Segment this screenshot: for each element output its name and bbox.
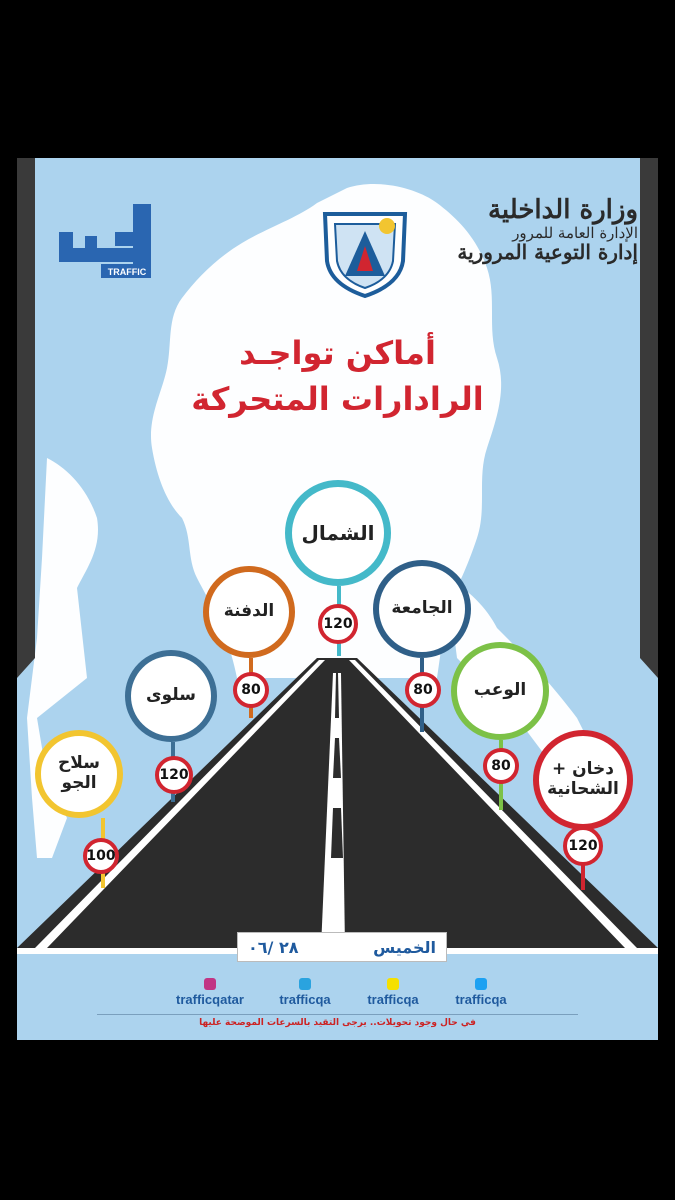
divider [97, 1014, 578, 1015]
social-telegram[interactable] [265, 978, 345, 1007]
speed-limit-sign: 80 [233, 672, 269, 708]
social-handle: trafficqa [279, 992, 331, 1007]
speed-limit-sign: 80 [483, 748, 519, 784]
poster [17, 158, 658, 1040]
telegram-icon [299, 978, 311, 990]
location-name: دخان + الشحانية [533, 730, 633, 830]
location-name: الدفنة [203, 566, 295, 658]
twitter-icon [475, 978, 487, 990]
location-name: سلوى [125, 650, 217, 742]
social-twitter[interactable] [441, 978, 521, 1007]
title-line2: الرادارات المتحركة [191, 380, 484, 418]
speed-limit-sign: 100 [83, 838, 119, 874]
notice-text: في حال وجود تحويلات.. يرجى التقيد بالسرعات الموضحة عليها [199, 1018, 476, 1028]
speed-limit-sign: 120 [318, 604, 358, 644]
ministry-line1: وزارة الداخلية [487, 195, 638, 225]
social-handles [17, 978, 658, 1014]
ministry-line3: إدارة التوعية المرورية [457, 240, 638, 265]
date-value: ٢٨ /٠٦ [248, 937, 299, 957]
social-handle: trafficqa [455, 992, 507, 1007]
ministry-line2: الإدارة العامة للمرور [512, 223, 638, 242]
title-line1: أماكن تواجـد [239, 334, 436, 372]
location-name: الوعب [451, 642, 549, 740]
day-name: الخميس [373, 937, 436, 957]
speed-limit-sign: 120 [563, 826, 603, 866]
location-name: سلاح الجو [35, 730, 123, 818]
police-emblem-icon [315, 206, 415, 298]
instagram-icon [204, 978, 216, 990]
traffic-logo-icon [55, 202, 165, 292]
location-name: الجامعة [373, 560, 471, 658]
date-bar [237, 932, 447, 962]
snapchat-icon [387, 978, 399, 990]
speed-limit-sign: 80 [405, 672, 441, 708]
speed-limit-sign: 120 [155, 756, 193, 794]
location-name: الشمال [285, 480, 391, 586]
svg-text:TRAFFIC: TRAFFIC [107, 267, 147, 277]
social-snapchat[interactable] [353, 978, 433, 1007]
ministry-header [428, 196, 638, 263]
social-handle: trafficqa [367, 992, 419, 1007]
social-instagram[interactable] [165, 978, 255, 1007]
social-handle: trafficqatar [176, 992, 244, 1007]
